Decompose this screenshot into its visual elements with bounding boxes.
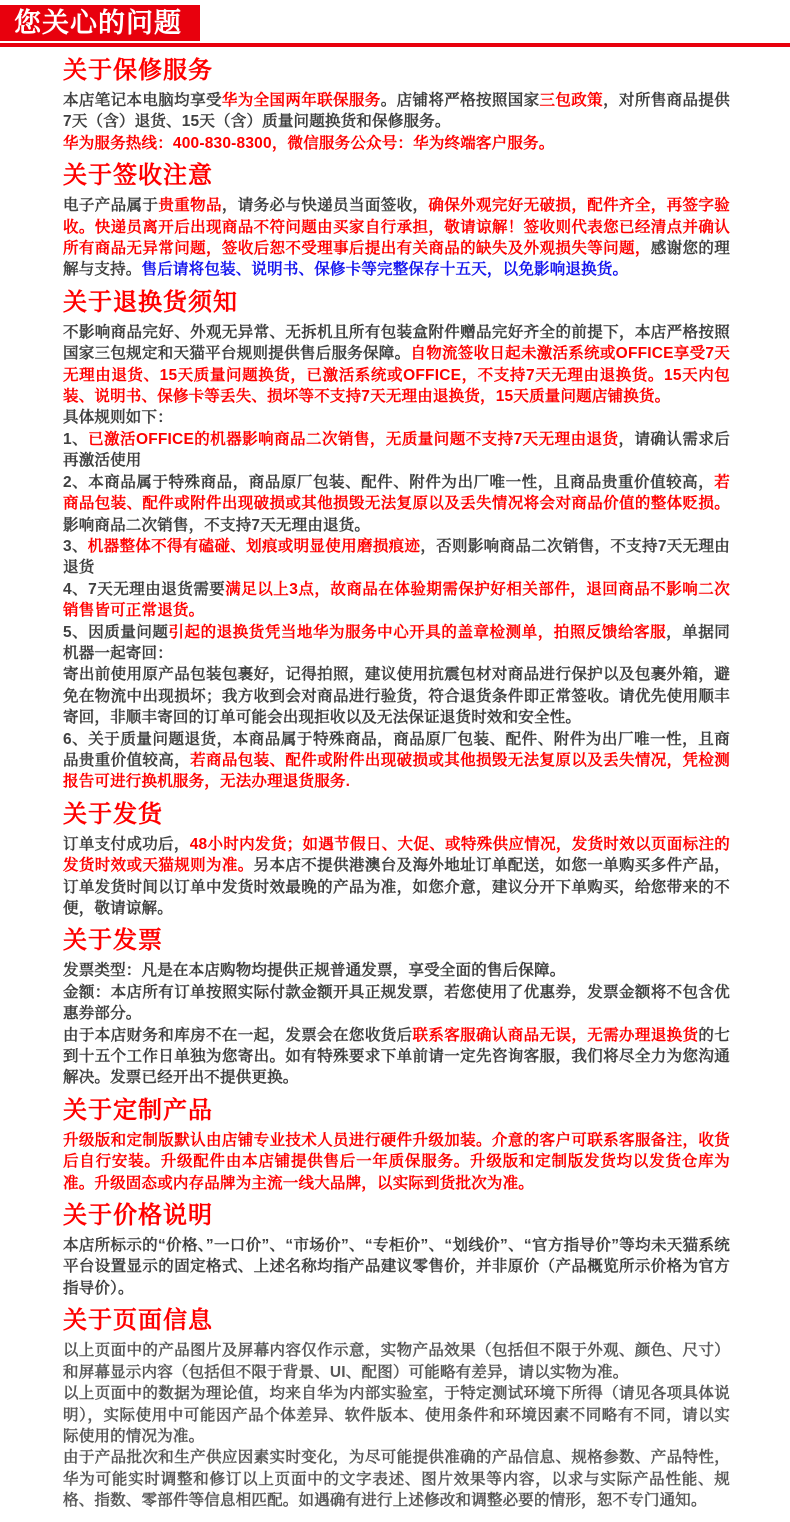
section-heading: 关于签收注意 xyxy=(63,162,213,190)
text-segment: 由于产品批次和生产供应因素实时变化，为尽可能提供准确的产品信息、规格参数、产品特性，华为可能实时调整和修订以上页面中的文字表述、图片效果等内容，以求与实际产品性能、规格、指数、零部件等信息相匹配。如遇确有进行上述修改和调整必要的情形，恕不专门通知。 xyxy=(63,1449,730,1510)
faq-section xyxy=(63,1202,730,1299)
text-segment: 具体规则如下： xyxy=(63,409,173,427)
text-segment: 3、 xyxy=(63,537,88,555)
text-segment: 若商品包装、配件或附件出现破损或其他损毁无法复原以及丢失情况将会对商品价值的整体贬损。 xyxy=(63,473,730,513)
section-heading: 关于页面信息 xyxy=(63,1307,213,1335)
text-segment: 本店所标示的“价格、”一口价”、“市场价”、“专柜价”、“划线价”、“官方指导价”等均未天猫系统平台设置显示的固定格式、上述名称均指产品建议零售价，并非原价（产品概览所示价格为官方指导价）。 xyxy=(63,1237,730,1297)
text-segment: 发票类型：凡是在本店购物均提供正规普通发票，享受全面的售后保障。 xyxy=(63,962,566,980)
text-segment: 三包政策 xyxy=(539,92,604,109)
faq-section xyxy=(63,927,730,1088)
text-segment: ，对所售商品提供7天（含）退货、15天（含）质量问题换货和保修服务。 xyxy=(63,92,730,131)
text-segment: 。店铺将严格按照国家 xyxy=(380,92,540,109)
text-segment: 自物流签收日起未激活系统或OFFICE享受7天无理由退货、15天质量问题换货，已激活系统或OFFICE，不支持7天无理由退换货。15天内包装、说明书、保修卡等丢失、损坏等不支持7天无理由退换货，15天质量问题店铺换货。 xyxy=(63,345,730,406)
paragraph xyxy=(63,407,730,428)
banner xyxy=(0,0,790,47)
text-segment: ，请确认需求后再激活使用 xyxy=(63,430,731,470)
faq-section xyxy=(63,289,730,793)
section-heading: 关于保修服务 xyxy=(63,57,213,84)
text-segment: 华为服务热线：400-830-8300，微信服务公众号：华为终端客户服务。 xyxy=(63,134,555,152)
faq-section xyxy=(63,1097,730,1194)
text-segment: 电子产品属于 xyxy=(63,197,159,215)
text-segment: 1、 xyxy=(63,430,89,448)
text-segment: 华为全国两年联保服务 xyxy=(221,92,381,109)
paragraph xyxy=(63,1025,730,1089)
text-segment: 若商品包装、配件或附件出现破损或其他损毁无法复原以及丢失情况，凭检测报告可进行换机服务，无法办理退货服务. xyxy=(63,751,730,791)
paragraph xyxy=(63,1383,730,1447)
text-segment: 由于本店财务和库房不在一起，发票会在您收货后 xyxy=(63,1026,413,1044)
text-segment: 不影响商品完好、外观无异常、无拆机且所有包装盒附件赠品完好齐全的前提下，本店严格按照国家三包规定和天猫平台规则提供售后服务保障。 xyxy=(63,323,730,363)
text-segment: 感谢您的理解与支持。 xyxy=(63,240,730,279)
paragraph xyxy=(63,1235,730,1299)
text-segment: 6、关于质量问题退货，本商品属于特殊商品，商品原厂包装、配件、附件为出厂唯一性，且商品贵重价值较高， xyxy=(63,730,730,769)
paragraph xyxy=(63,1130,730,1194)
text-segment: 的七到十五个工作日单独为您寄出。如有特殊要求下单前请一定先咨询客服，我们将尽全力为您沟通解决。发票已经开出不提供更换。 xyxy=(63,1026,730,1087)
text-segment: 售后请将包装、说明书、保修卡等完整保存十五天，以免影响退换货。 xyxy=(141,261,629,279)
paragraph xyxy=(63,133,730,154)
text-segment: 订单支付成功后， xyxy=(63,835,190,853)
faq-section xyxy=(63,57,730,154)
text-segment: ，否则影响商品二次销售，不支持7天无理由退货 xyxy=(63,537,731,577)
text-segment: 满足以上3点，故商品在体验期需保护好相关部件，退回商品不影响二次销售皆可正常退货。 xyxy=(63,580,730,620)
text-segment: ，单据同机器一起寄回： xyxy=(63,623,730,662)
paragraph xyxy=(63,536,730,579)
banner-title: 您关心的问题 xyxy=(14,8,182,38)
text-segment: 48小时内发货；如遇节假日、大促、或特殊供应情况，发货时效以页面标注的发货时效或天猫规则为准。 xyxy=(63,835,730,875)
text-segment: 已激活OFFICE的机器影响商品二次销售，无质量问题不支持7天无理由退货 xyxy=(88,430,619,448)
text-segment: 本店笔记本电脑均享受 xyxy=(63,92,222,109)
text-segment: 另本店不提供港澳台及海外地址订单配送，如您一单购买多件产品，订单发货时间以订单中发货时效最晚的产品为准，如您介意，建议分开下单购买，给您带来的不便，敬请谅解。 xyxy=(63,857,730,917)
section-heading: 关于退换货须知 xyxy=(63,288,238,316)
paragraph xyxy=(63,1447,730,1511)
banner-title-box xyxy=(0,5,200,41)
text-segment: 升级版和定制版默认由店铺专业技术人员进行硬件升级加装。介意的客户可联系客服备注，收货后自行安装。升级配件由本店铺提供售后一年质保服务。升级版和定制版发货均以发货仓库为准。升级固态或内存品牌为主流一线大品牌，以实际到货批次为准。 xyxy=(63,1131,730,1192)
faq-content xyxy=(0,47,790,1522)
paragraph xyxy=(63,729,730,793)
text-segment: 金额：本店所有订单按照实际付款金额开具正规发票，若您使用了优惠券，发票金额将不包含优惠券部分。 xyxy=(63,983,730,1023)
faq-section xyxy=(63,801,730,920)
text-segment: 机器整体不得有磕碰、划痕或明显使用磨损痕迹 xyxy=(87,537,421,555)
section-heading: 关于发票 xyxy=(63,927,163,955)
paragraph xyxy=(63,664,730,728)
text-segment: 影响商品二次销售，不支持7天无理由退货。 xyxy=(63,516,371,534)
text-segment: 联系客服确认商品无误，无需办理退换货 xyxy=(412,1026,699,1044)
text-segment: 引起的退换货凭当地华为服务中心开具的盖章检测单，拍照反馈给客服 xyxy=(168,623,667,641)
section-heading: 关于价格说明 xyxy=(63,1202,213,1230)
faq-section xyxy=(63,162,730,281)
text-segment: 寄出前使用原产品包装包裹好，记得拍照，建议使用抗震包材对商品进行保护以及包裹外箱，避免在物流中出现损坏；我方收到会对商品进行验货，符合退货条件即正常签收。请优先使用顺丰寄回，非顺丰寄回的订单可能会出现拒收以及无法保证退货时效和安全性。 xyxy=(63,666,730,727)
text-segment: 确保外观完好无破损，配件齐全，再签字验收。快递员离开后出现商品不符问题由买家自行承担，敬请谅解！签收则代表您已经清点并确认所有商品无异常问题，签收后恕不受理事后提出有关商品的缺失及外观损失等问题， xyxy=(63,197,730,258)
paragraph xyxy=(63,195,730,281)
paragraph xyxy=(63,90,730,133)
paragraph xyxy=(63,429,730,472)
paragraph xyxy=(63,1340,730,1383)
paragraph xyxy=(63,960,730,981)
text-segment: ，请务必与快递员当面签收， xyxy=(221,197,429,215)
paragraph xyxy=(63,982,730,1025)
text-segment: 2、本商品属于特殊商品，商品原厂包装、配件、附件为出厂唯一性，且商品贵重价值较高， xyxy=(63,473,715,491)
text-segment: 5、因质量问题 xyxy=(63,623,169,641)
text-segment: 以上页面中的产品图片及屏幕内容仅作示意，实物产品效果（包括但不限于外观、颜色、尺寸）和屏幕显示内容（包括但不限于背景、UI、配图）可能略有差异，请以实物为准。 xyxy=(63,1342,730,1381)
text-segment: 以上页面中的数据为理论值，均来自华为内部实验室，于特定测试环境下所得（请见各项具体说明），实际使用中可能因产品个体差异、软件版本、使用条件和环境因素不同略有不同，请以实际使用的情况为准。 xyxy=(63,1385,730,1445)
paragraph xyxy=(63,579,730,622)
paragraph xyxy=(63,322,730,408)
paragraph xyxy=(63,472,730,536)
text-segment: 贵重物品 xyxy=(158,197,222,215)
faq-section xyxy=(63,1307,730,1511)
paragraph xyxy=(63,622,730,665)
section-heading: 关于发货 xyxy=(63,800,163,828)
section-heading: 关于定制产品 xyxy=(63,1096,213,1124)
paragraph xyxy=(63,834,730,920)
text-segment: 4、7天无理由退货需要 xyxy=(63,580,226,598)
